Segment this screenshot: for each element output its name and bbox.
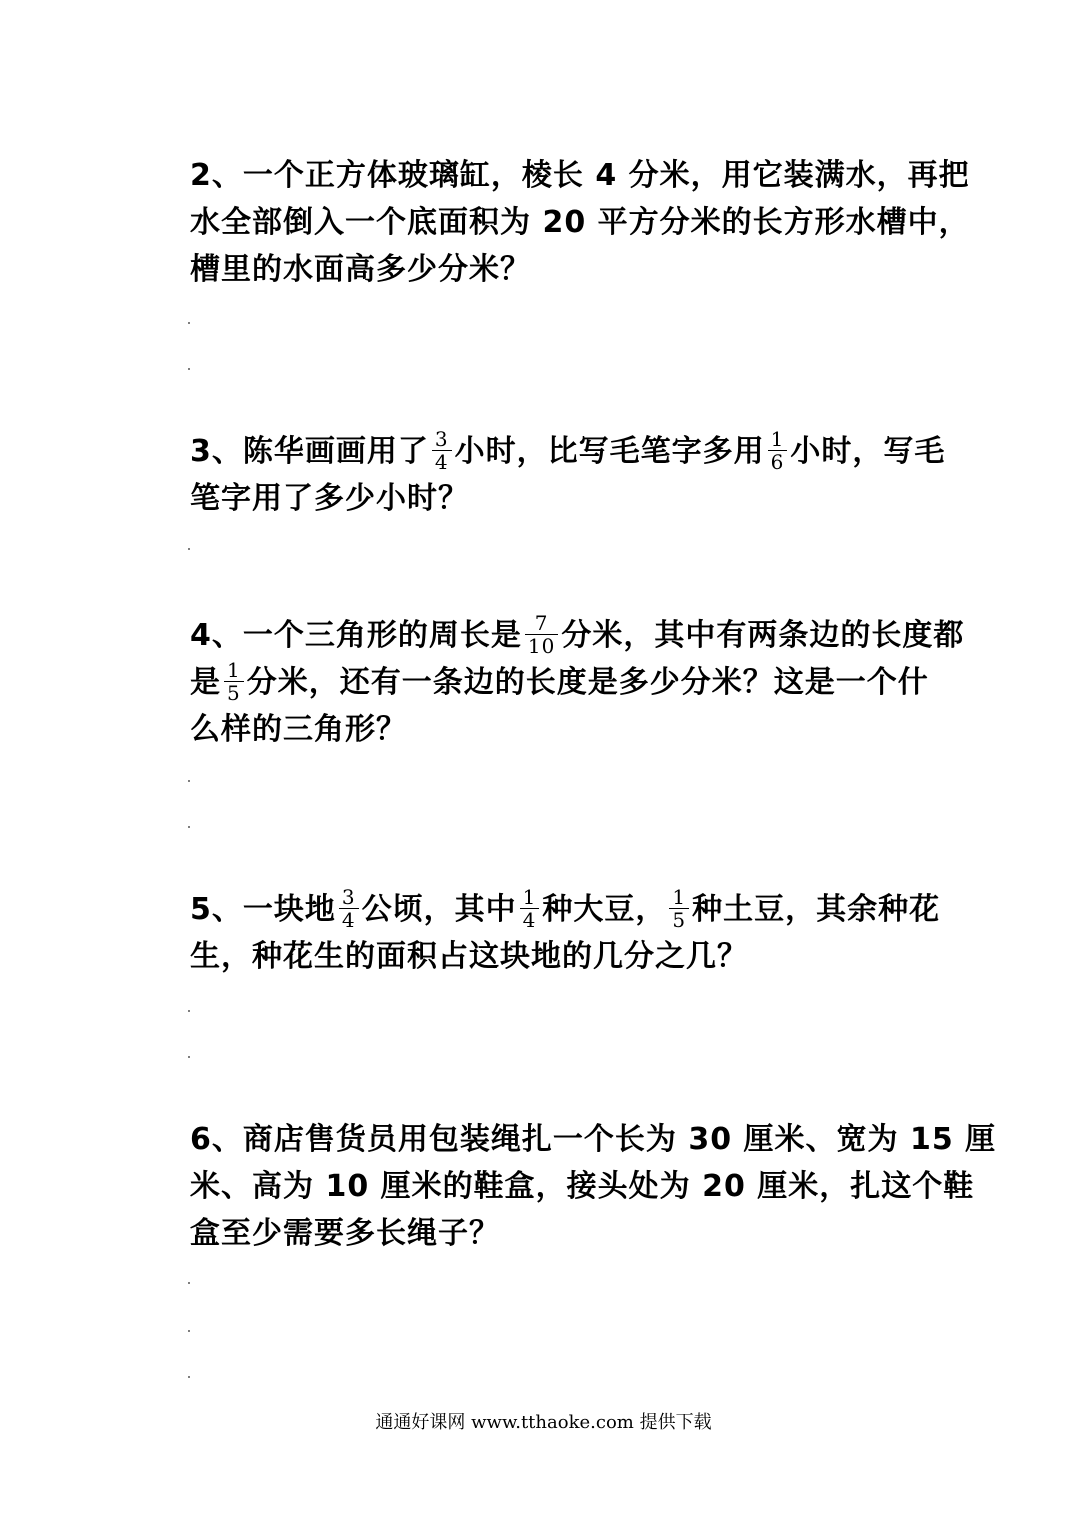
fraction-denominator: 5 <box>672 908 687 932</box>
question-6-line-3: 盒至少需要多长绳子？ <box>190 1216 500 1251</box>
fraction-numerator: 1 <box>669 886 689 909</box>
fraction-denominator: 4 <box>522 908 537 932</box>
question-2-line-1: 2、一个正方体玻璃缸，棱长 4 分米，用它装满水，再把 <box>190 158 970 193</box>
fraction <box>520 886 540 931</box>
fraction-numerator: 3 <box>339 886 359 909</box>
fraction-numerator: 1 <box>768 428 788 451</box>
question-2-line-3: 槽里的水面高多少分米？ <box>190 252 531 287</box>
question-4 <box>190 611 965 753</box>
scan-speck <box>188 1376 190 1378</box>
fraction-denominator: 10 <box>527 634 556 658</box>
question-4-line-1 <box>190 611 965 659</box>
scan-speck <box>188 780 190 782</box>
fraction <box>224 659 244 704</box>
question-3-line-2: 笔字用了多少小时？ <box>190 481 469 516</box>
question-5-text-c: 种大豆， <box>542 892 667 927</box>
fraction <box>669 886 689 931</box>
question-2-line-2: 水全部倒入一个底面积为 20 平方分米的长方形水槽中， <box>190 205 970 240</box>
question-5 <box>190 885 941 980</box>
footer-credit: 通通好课网 www.tthaoke.com 提供下载 <box>375 1412 712 1433</box>
scan-speck <box>188 826 190 828</box>
question-4-line-3: 么样的三角形？ <box>190 712 407 747</box>
fraction-denominator: 5 <box>227 681 241 705</box>
question-3-text-c: 小时，写毛 <box>790 434 946 469</box>
question-5-text-d: 种土豆，其余种花 <box>692 892 941 927</box>
scan-speck <box>188 1056 190 1058</box>
scan-speck <box>188 1282 190 1284</box>
fraction-denominator: 6 <box>770 450 785 474</box>
fraction-denominator: 4 <box>341 908 356 932</box>
question-2 <box>190 152 970 293</box>
question-4-text-d: 分米，还有一条边的长度是多少分米？这是一个什 <box>246 665 929 700</box>
fraction-numerator: 7 <box>525 612 558 635</box>
fraction-numerator: 1 <box>224 659 244 682</box>
question-3-text-a: 3、陈华画画用了 <box>190 434 429 469</box>
question-4-text-b: 分米，其中有两条边的长度都 <box>561 618 965 653</box>
question-3 <box>190 427 946 522</box>
question-4-text-a: 4、一个三角形的周长是 <box>190 618 522 653</box>
scan-speck <box>188 548 190 550</box>
question-5-line-1 <box>190 885 941 933</box>
question-4-text-c: 是 <box>190 665 221 700</box>
question-5-text-b: 公顷，其中 <box>361 892 517 927</box>
question-5-text-a: 5、一块地 <box>190 892 336 927</box>
fraction-denominator: 4 <box>434 450 449 474</box>
fraction <box>768 428 788 473</box>
question-3-line-1 <box>190 427 946 475</box>
fraction-numerator: 1 <box>520 886 540 909</box>
question-6-line-1: 6、商店售货员用包装绳扎一个长为 30 厘米、宽为 15 厘 <box>190 1122 997 1157</box>
question-3-text-b: 小时，比写毛笔字多用 <box>454 434 765 469</box>
fraction-numerator: 3 <box>432 428 452 451</box>
question-6 <box>190 1116 997 1257</box>
scan-speck <box>188 1330 190 1332</box>
scan-speck <box>188 1010 190 1012</box>
fraction <box>432 428 452 473</box>
scan-speck <box>188 322 190 324</box>
fraction <box>525 612 558 657</box>
fraction <box>339 886 359 931</box>
scan-speck <box>188 368 190 370</box>
question-6-line-2: 米、高为 10 厘米的鞋盒，接头处为 20 厘米，扎这个鞋 <box>190 1169 975 1204</box>
question-4-line-2 <box>190 658 929 706</box>
question-5-line-2: 生，种花生的面积占这块地的几分之几？ <box>190 939 748 974</box>
